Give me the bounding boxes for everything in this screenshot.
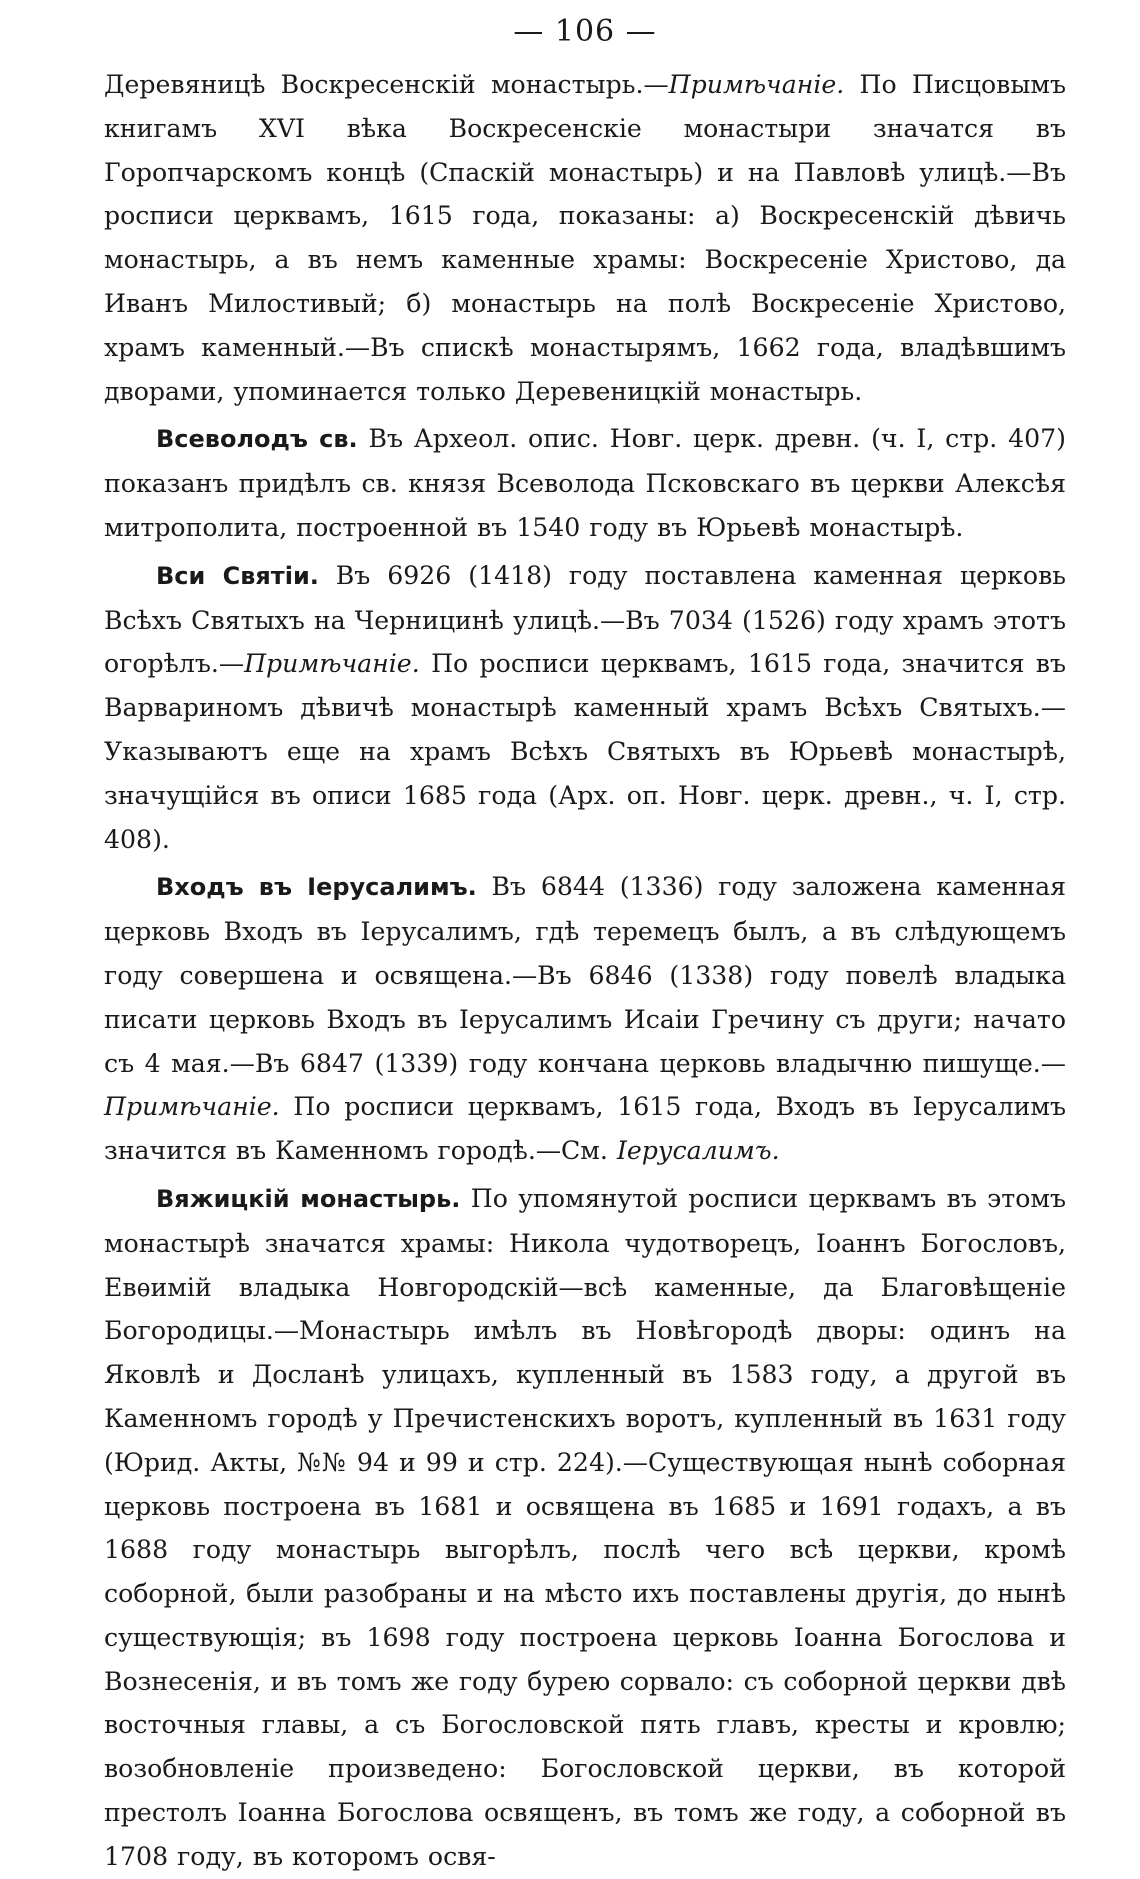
paragraph-text: По Писцовымъ книгамъ XVI вѣка Воскресенскіе монастыри значатся въ Горопчарскомъ концѣ (Спаскій монастырь) и на Павловѣ улицѣ.—Въ росписи церквамъ, 1615 года, показаны: а) Воскресенскій дѣвичь монастырь, а въ немъ каменные храмы: Воскресеніе Христово, да Иванъ Милостивый; б) монастырь на полѣ Воскресеніе Христово, храмъ каменный.—Въ спискѣ монастырямъ, 1662 года, владѣвшимъ дворами, упоминается только Деревеницкій монастырь. <box>104 70 1066 406</box>
entry-paragraph <box>104 554 1066 862</box>
entry-paragraph <box>104 417 1066 549</box>
entry-paragraph <box>104 1177 1066 1879</box>
paragraph-text: По росписи церквамъ, 1615 года, значится въ Варвариномъ дѣвичѣ монастырѣ каменный храмъ Всѣхъ Святыхъ.—Указываютъ еще на храмъ Всѣхъ Святыхъ въ Юрьевѣ монастырѣ, значущійся въ описи 1685 года (Арх. оп. Новг. церк. древн., ч. I, стр. 408). <box>104 649 1066 854</box>
page-number: — 106 — <box>513 14 657 49</box>
paragraph-text: По упомянутой росписи церквамъ въ этомъ монастырѣ значатся храмы: Никола чудотворецъ, Іоаннъ Богословъ, Евѳимій владыка Новгородскій—всѣ каменные, да Благовѣщеніе Богородицы.—Монастырь имѣлъ въ Новѣгородѣ дворы: одинъ на Яковлѣ и Досланѣ улицахъ, купленный въ 1583 году, а другой въ Каменномъ городѣ у Пречистенскихъ воротъ, купленный въ 1631 году (Юрид. Акты, №№ 94 и 99 и стр. 224).—Существующая нынѣ соборная церковь построена въ 1681 и освящена въ 1685 и 1691 годахъ, а въ 1688 году монастырь выгорѣлъ, послѣ чего всѣ церкви, кромѣ соборной, были разобраны и на мѣсто ихъ поставлены другія, до нынѣ существующія; въ 1698 году построена церковь Іоанна Богослова и Вознесенія, и въ томъ же году бурею сорвало: съ соборной церкви двѣ восточныя главы, а съ Богословской пять главъ, кресты и кровлю; возобновленіе произведено: Богословской церкви, въ которой престолъ Іоанна Богослова освященъ, въ томъ же году, а соборной въ 1708 году, въ которомъ освя- <box>104 1183 1067 1871</box>
entry-heading: Всеволодъ св. <box>156 425 358 454</box>
paragraph-text: Въ 6926 (1418) году поставлена каменная церковь Всѣхъ Святыхъ на Черницинѣ улицѣ.—Въ 7034 (1526) году храмъ этотъ огорѣлъ.— <box>104 560 1066 679</box>
paragraph-text: Деревяницѣ Воскресенскій монастырь.— <box>104 70 669 99</box>
paragraph-text: Въ 6844 (1336) году заложена каменная церковь Входъ въ Іерусалимъ, гдѣ теремецъ былъ, а въ слѣдующемъ году совершена и освящена.—Въ 6846 (1338) году повелѣ владыка писати церковь Входъ въ Іерусалимъ Исаіи Гречину съ други; начато съ 4 мая.—Въ 6847 (1339) году кончана церковь владычню пишуще.— <box>104 872 1066 1078</box>
italic-text: Примѣчаніе. <box>244 649 420 679</box>
entry-paragraph <box>104 865 1066 1173</box>
italic-text: Іерусалимъ. <box>616 1136 780 1166</box>
paragraph-text: Въ Археол. опис. Новг. церк. древн. (ч. I, стр. 407) показанъ придѣлъ св. князя Всеволода Псковскаго въ церкви Алексѣя митрополита, построенной въ 1540 году въ Юрьевѣ монастырѣ. <box>104 424 1066 542</box>
entry-heading: Вяжицкій монастырь. <box>156 1184 461 1213</box>
italic-text: Примѣчаніе. <box>104 1092 280 1122</box>
entry-heading: Вси Святіи. <box>156 561 319 590</box>
paragraph-text: По росписи церквамъ, 1615 года, Входъ въ Іерусалимъ значится въ Каменномъ городѣ.—См. <box>104 1092 1066 1166</box>
body-text <box>104 63 1066 1879</box>
entry-heading: Входъ въ Іерусалимъ. <box>156 873 477 902</box>
italic-text: Примѣчаніе. <box>668 70 845 99</box>
continuation-paragraph <box>104 63 1066 413</box>
